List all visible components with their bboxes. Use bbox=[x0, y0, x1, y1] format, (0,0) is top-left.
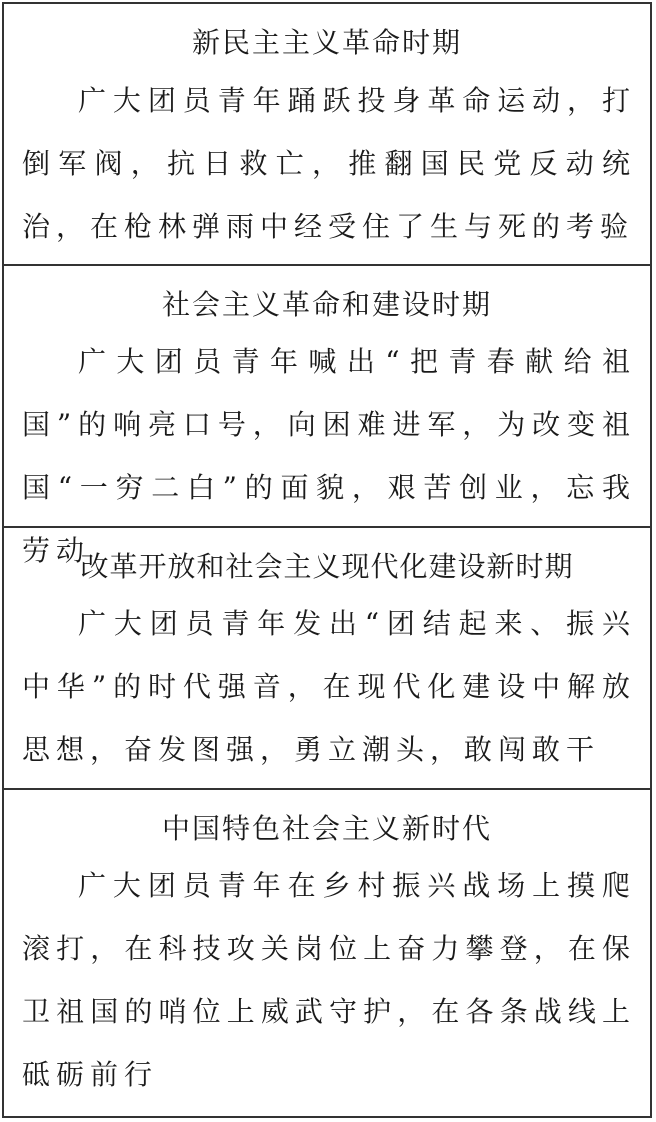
period-description: 广大团员青年喊出“把青春献给祖国”的响亮口号，向困难进军，为改变祖国“一穷二白”的面貌，艰苦创业，忘我劳动 bbox=[22, 345, 636, 567]
period-title: 改革开放和社会主义现代化建设新时期 bbox=[80, 550, 574, 583]
period-description: 广大团员青年在乡村振兴战场上摸爬滚打，在科技攻关岗位上奋力攀登，在保卫祖国的哨位上威武守护，在各条战线上砥砺前行 bbox=[22, 869, 636, 1091]
period-description: 广大团员青年踊跃投身革命运动，打倒军阀，抗日救亡，推翻国民党反动统治，在枪林弹雨中经受住了生与死的考验 bbox=[22, 84, 636, 243]
period-title: 新民主主义革命时期 bbox=[191, 26, 462, 59]
period-row-reform-opening-up bbox=[4, 528, 650, 790]
period-title: 社会主义革命和建设时期 bbox=[161, 288, 492, 321]
history-periods-table bbox=[2, 2, 652, 1118]
period-row-new-democratic-revolution bbox=[4, 4, 650, 266]
period-description: 广大团员青年发出“团结起来、振兴中华”的时代强音，在现代化建设中解放思想，奋发图强，勇立潮头，敢闯敢干 bbox=[22, 607, 636, 766]
period-row-new-era bbox=[4, 790, 650, 1120]
period-title: 中国特色社会主义新时代 bbox=[161, 812, 492, 845]
